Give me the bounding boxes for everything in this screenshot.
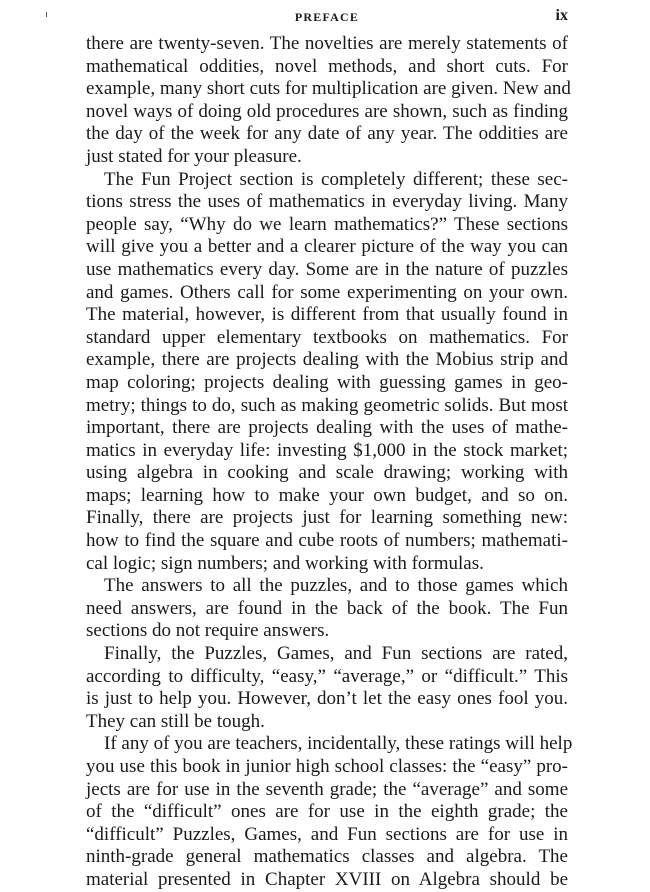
running-head: [86, 7, 568, 30]
text-line: there are twenty-seven. The novelties are merely statements of: [86, 33, 568, 54]
scan-corner-mark: [46, 12, 47, 17]
text-line: metry; things to do, such as making geometric solids. But most: [86, 394, 568, 416]
text-line: maps; learning how to make your own budget, and so on.: [86, 484, 568, 506]
text-line: matics in everyday life: investing $1,000 in the stock market;: [86, 439, 568, 461]
text-line: “difficult” Puzzles, Games, and Fun sections are for use in: [86, 823, 568, 845]
text-line: cal logic; sign numbers; and working with formulas.: [86, 552, 484, 574]
text-line: The Fun Project section is completely different; these sec-: [104, 168, 568, 190]
text-line: example, there are projects dealing with the Mobius strip and: [86, 349, 568, 371]
text-line: need answers, are found in the back of the book. The Fun: [86, 597, 568, 619]
text-line: The answers to all the puzzles, and to those games which: [104, 575, 568, 597]
text-line: They can still be tough.: [86, 710, 265, 732]
text-line: ninth-grade general mathematics classes and algebra. The: [86, 846, 568, 868]
paragraph: [86, 33, 571, 169]
text-line: novel ways of doing old procedures are shown, such as finding: [86, 100, 568, 122]
text-line: example, many short cuts for multiplication are given. New and: [86, 78, 571, 100]
paragraph: [86, 169, 568, 576]
body-text: [86, 33, 573, 892]
paragraph: [86, 643, 568, 733]
text-line: material presented in Chapter XVIII on Algebra should be: [86, 868, 568, 890]
text-line: use mathematics every day. Some are in the nature of puzzles: [86, 258, 568, 280]
text-line: of the “difficult” ones are for use in the eighth grade; the: [86, 801, 568, 823]
page-number: ix: [555, 7, 568, 24]
text-line: how to find the square and cube roots of numbers; mathemati-: [86, 530, 568, 552]
text-line: standard upper elementary textbooks on mathematics. For: [86, 326, 568, 348]
text-line: and games. Others call for some experimenting on your own.: [86, 281, 568, 303]
text-line: according to difficulty, “easy,” “average,” or “difficult.” This: [86, 665, 568, 687]
text-line: sections do not require answers.: [86, 620, 330, 642]
text-line: the day of the week for any date of any year. The oddities are: [86, 123, 568, 145]
text-line: will give you a better and a clearer picture of the way you can: [86, 236, 568, 258]
text-line: map coloring; projects dealing with guessing games in geo-: [86, 371, 568, 393]
text-line: Finally, the Puzzles, Games, and Fun sections are rated,: [104, 643, 568, 665]
text-line: just stated for your pleasure.: [86, 145, 302, 167]
text-line: you use this book in junior high school classes: the “easy” pro-: [86, 756, 568, 777]
text-line: Finally, there are projects just for learning something new:: [86, 507, 568, 529]
running-title: PREFACE: [294, 10, 360, 24]
text-line: using algebra in cooking and scale drawing; working with: [86, 462, 568, 484]
text-line: important, there are projects dealing with the uses of mathe-: [86, 417, 568, 439]
paragraph: [86, 733, 573, 891]
text-line: mathematical oddities, novel methods, and short cuts. For: [86, 55, 568, 77]
text-line: The material, however, is different from that usually found in: [86, 304, 568, 326]
text-line: jects are for use in the seventh grade; the “average” and some: [86, 778, 568, 800]
text-line: is just to help you. However, don’t let the easy ones fool you.: [86, 688, 568, 710]
text-line: tions stress the uses of mathematics in everyday living. Many: [86, 191, 568, 213]
paragraph: [86, 575, 568, 643]
text-line: people say, “Why do we learn mathematics?” These sections: [86, 213, 568, 235]
text-line: If any of you are teachers, incidentally, these ratings will help: [104, 733, 573, 755]
